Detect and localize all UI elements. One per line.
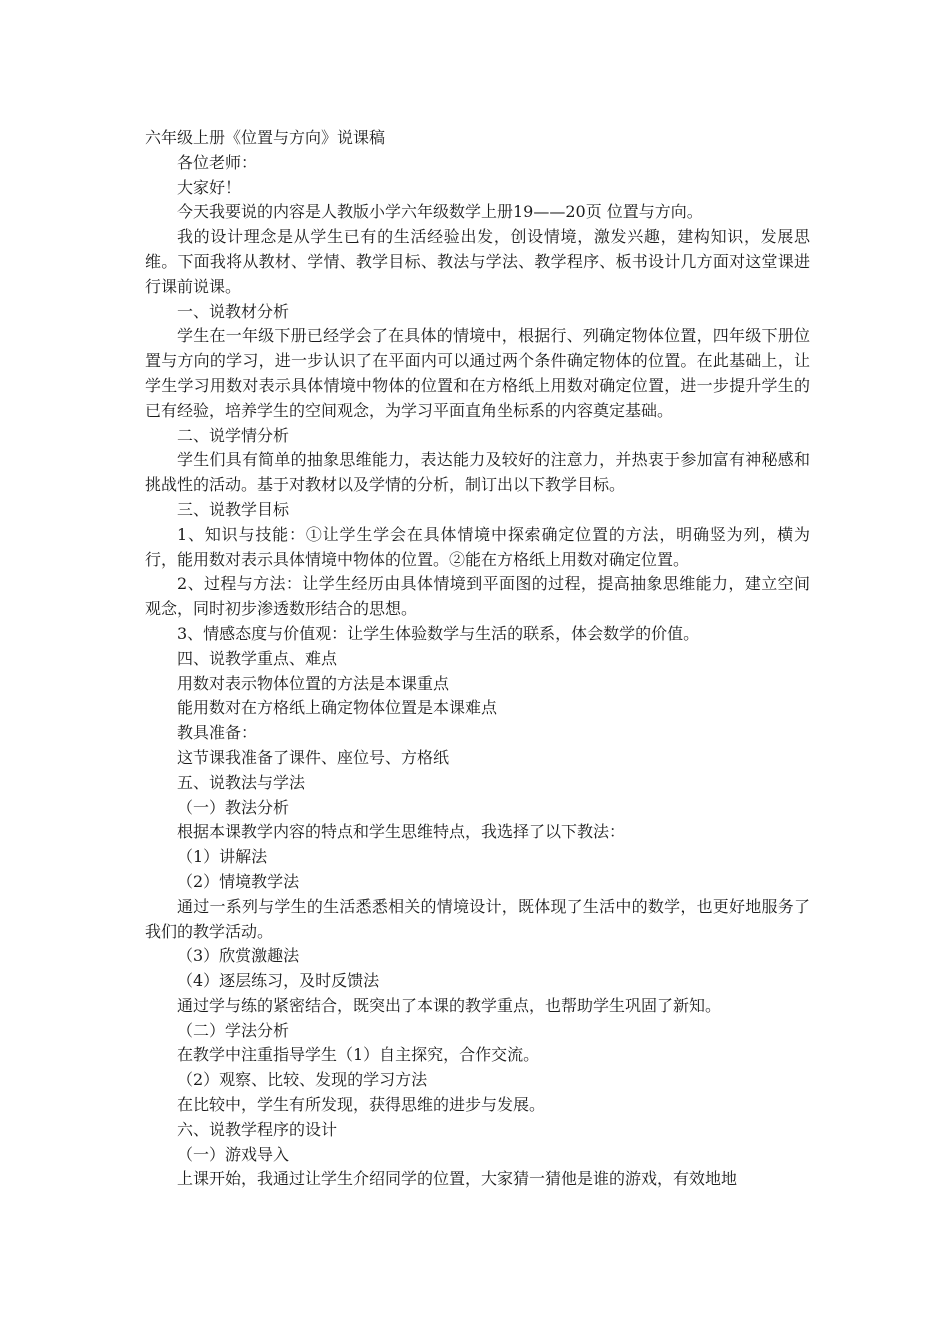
subheading-teaching-methods: （一）教法分析 xyxy=(177,797,290,817)
paragraph-learning-2: （2）观察、比较、发现的学习方法 xyxy=(177,1070,428,1090)
list-item-method-4: （4）逐层练习，及时反馈法 xyxy=(177,971,380,991)
subheading-learning-methods: （二）学法分析 xyxy=(177,1020,290,1040)
paragraph-design-concept: 我的设计理念是从学生已有的生活经验出发，创设情境，激发兴趣，建构知识，发展思维。下面我将从教材、学情、教学目标、教法与学法、教学程序、板书设计几方面对这堂课进行课前说课。 xyxy=(145,227,810,296)
paragraph-textbook-analysis: 学生在一年级下册已经学会了在具体的情境中，根据行、列确定物体位置，四年级下册位置与方向的学习，进一步认识了在平面内可以通过两个条件确定物体的位置。在此基础上，让学生学习用数对表示具体情境中物体的位置和在方格纸上用数对确定位置，进一步提升学生的已有经验，培养学生的空间观念，为学习平面直角坐标系的内容奠定基础。 xyxy=(145,326,810,420)
list-item-method-2: （2）情境教学法 xyxy=(177,871,300,891)
list-item-method-3: （3）欣赏激趣法 xyxy=(177,946,300,966)
document-title: 六年级上册《位置与方向》说课稿 xyxy=(145,128,386,147)
paragraph-materials: 这节课我准备了课件、座位号、方格纸 xyxy=(177,747,450,767)
paragraph-method-4-detail: 通过学与练的紧密结合，既突出了本课的教学重点，也帮助学生巩固了新知。 xyxy=(177,995,722,1015)
paragraph-content-intro: 今天我要说的内容是人教版小学六年级数学上册19——20页 位置与方向。 xyxy=(177,202,703,222)
document-page xyxy=(145,126,810,1192)
paragraph-objective-1: 1、知识与技能：①让学生学会在具体情境中探索确定位置的方法，明确竖为列，横为行，能用数对表示具体情境中物体的位置。②能在方格纸上用数对确定位置。 xyxy=(145,524,810,569)
paragraph-key-point: 用数对表示物体位置的方法是本课重点 xyxy=(177,673,450,693)
paragraph-game-intro: 上课开始，我通过让学生介绍同学的位置，大家猜一猜他是谁的游戏，有效地地 xyxy=(177,1169,738,1189)
section-heading-procedure: 六、说教学程序的设计 xyxy=(177,1119,338,1139)
section-heading-methods: 五、说教法与学法 xyxy=(177,772,306,792)
paragraph-salutation: 各位老师： xyxy=(177,152,258,172)
paragraph-method-2-detail: 通过一系列与学生的生活悉悉相关的情境设计，既体现了生活中的数学，也更好地服务了我们的教学活动。 xyxy=(145,896,810,941)
section-heading-students: 二、说学情分析 xyxy=(177,425,290,445)
paragraph-objective-3: 3、情感态度与价值观：让学生体验数学与生活的联系，体会数学的价值。 xyxy=(177,623,700,643)
section-heading-objectives: 三、说教学目标 xyxy=(177,499,290,519)
subheading-game-intro: （一）游戏导入 xyxy=(177,1144,290,1164)
paragraph-methods-intro: 根据本课教学内容的特点和学生思维特点，我选择了以下教法： xyxy=(177,822,626,842)
paragraph-difficulty: 能用数对在方格纸上确定物体位置是本课难点 xyxy=(177,698,498,718)
list-item-method-1: （1）讲解法 xyxy=(177,847,268,867)
paragraph-objective-2: 2、过程与方法：让学生经历由具体情境到平面图的过程，提高抽象思维能力，建立空间观念，同时初步渗透数形结合的思想。 xyxy=(145,574,810,619)
paragraph-learning-1: 在教学中注重指导学生（1）自主探究，合作交流。 xyxy=(177,1045,540,1065)
section-heading-textbook: 一、说教材分析 xyxy=(177,301,290,321)
paragraph-materials-label: 教具准备： xyxy=(177,723,258,743)
paragraph-student-analysis: 学生们具有简单的抽象思维能力，表达能力及较好的注意力，并热衷于参加富有神秘感和挑战性的活动。基于对教材以及学情的分析，制订出以下教学目标。 xyxy=(145,450,810,495)
section-heading-key-points: 四、说教学重点、难点 xyxy=(177,648,338,668)
paragraph-learning-3: 在比较中，学生有所发现，获得思维的进步与发展。 xyxy=(177,1095,546,1115)
paragraph-greeting: 大家好！ xyxy=(177,177,242,197)
